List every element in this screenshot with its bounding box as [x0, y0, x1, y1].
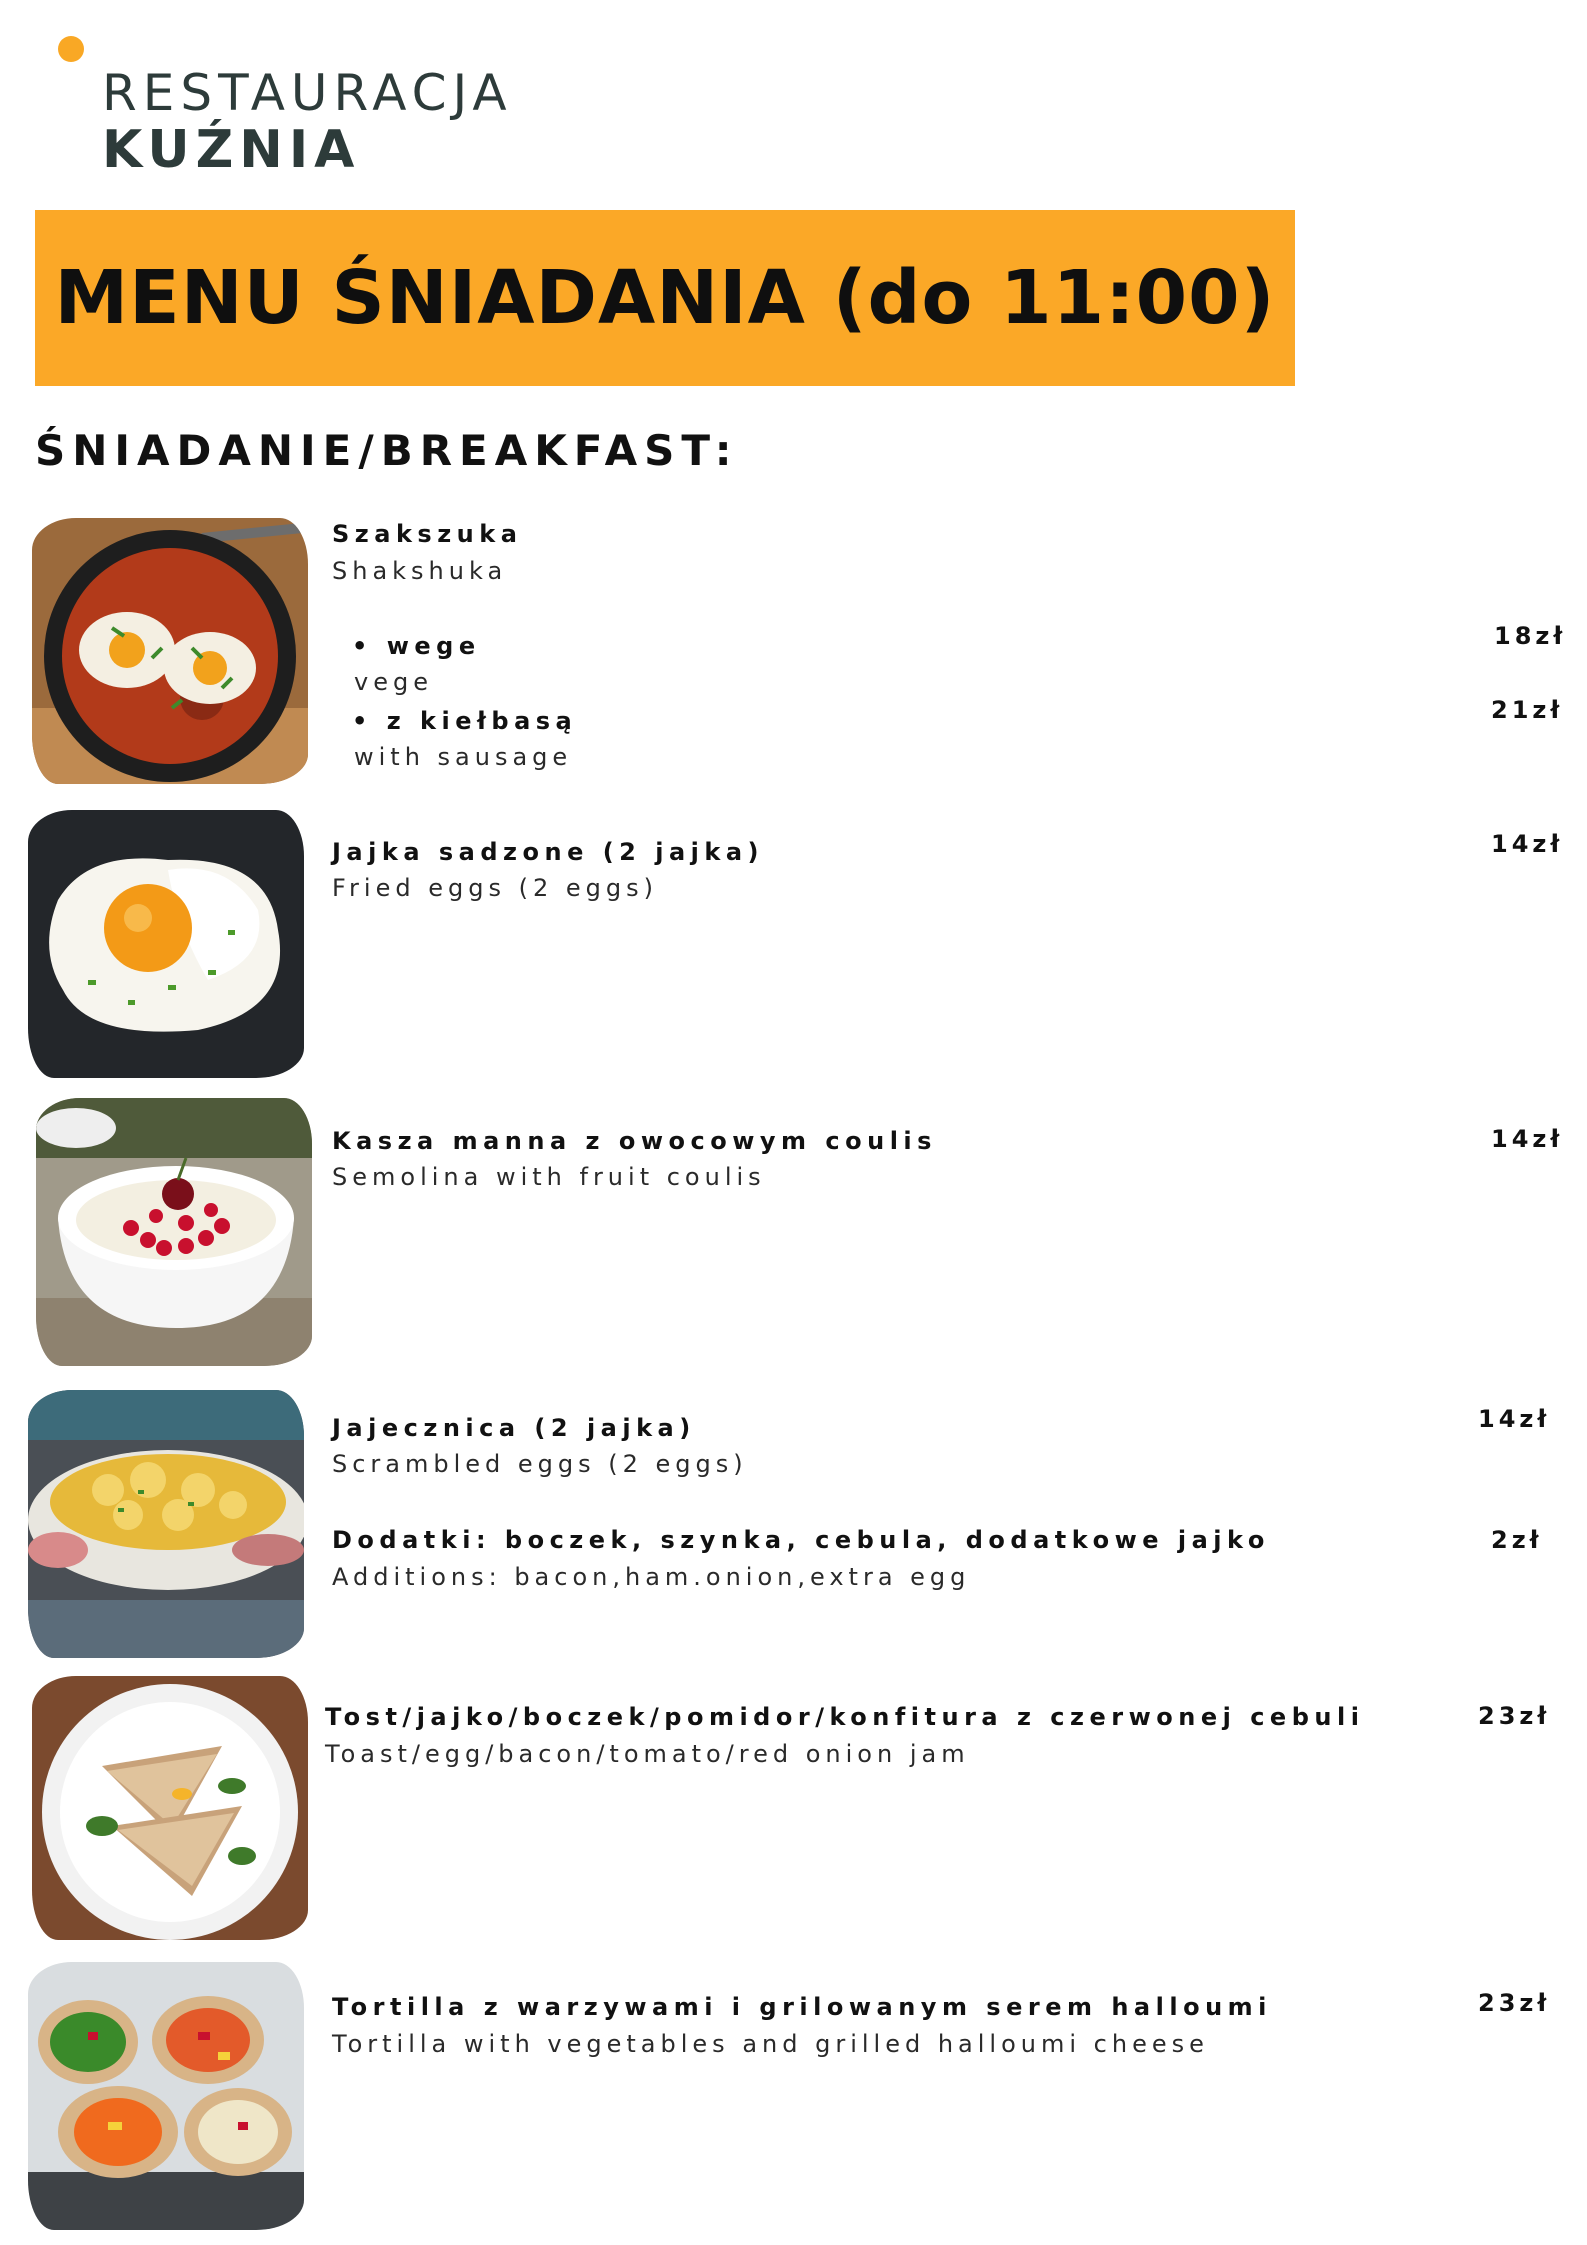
additions-price: 2zł — [1491, 1526, 1543, 1554]
fried-eggs-photo — [28, 810, 304, 1078]
item-price: 14zł — [1491, 1125, 1564, 1153]
item-name: Szakszuka — [332, 520, 523, 548]
item-subtitle: Semolina with fruit coulis — [332, 1163, 766, 1191]
option-name: • wege — [352, 632, 481, 660]
shakshuka-photo — [32, 518, 308, 784]
item-name: Jajecznica (2 jajka) — [332, 1414, 696, 1442]
option-subtitle: with sausage — [354, 743, 573, 771]
additions-subtitle: Additions: bacon,ham.onion,extra egg — [332, 1563, 971, 1591]
menu-title-banner — [35, 210, 1295, 386]
logo-dot — [58, 36, 84, 62]
brand-name-line1: RESTAURACJA — [102, 64, 513, 122]
item-price: 23zł — [1478, 1702, 1551, 1730]
item-price: 21zł — [1491, 696, 1564, 724]
item-subtitle: Shakshuka — [332, 557, 508, 585]
item-subtitle: Fried eggs (2 eggs) — [332, 874, 658, 902]
additions-name: Dodatki: boczek, szynka, cebula, dodatkowe jajko — [332, 1526, 1270, 1554]
menu-title: MENU ŚNIADANIA (do 11:00) — [54, 255, 1276, 341]
toast-sandwich-photo — [32, 1676, 308, 1940]
item-price: 23zł — [1478, 1989, 1551, 2017]
semolina-photo — [36, 1098, 312, 1366]
tortilla-wraps-photo — [28, 1962, 304, 2230]
item-name: Jajka sadzone (2 jajka) — [332, 838, 764, 866]
item-name: Tortilla z warzywami i grilowanym serem halloumi — [332, 1993, 1272, 2021]
item-subtitle: Tortilla with vegetables and grilled halloumi cheese — [332, 2030, 1209, 2058]
item-name: Kasza manna z owocowym coulis — [332, 1127, 937, 1155]
scrambled-eggs-photo — [28, 1390, 304, 1658]
item-subtitle: Toast/egg/bacon/tomato/red onion jam — [325, 1740, 970, 1768]
option-name: • z kiełbasą — [352, 707, 578, 735]
brand-name-line2: KUŹNIA — [102, 120, 361, 180]
item-subtitle: Scrambled eggs (2 eggs) — [332, 1450, 748, 1478]
item-price: 14zł — [1478, 1405, 1551, 1433]
section-title: ŚNIADANIE/BREAKFAST: — [35, 426, 739, 475]
option-subtitle: vege — [354, 668, 433, 696]
item-name: Tost/jajko/boczek/pomidor/konfitura z czerwonej cebuli — [325, 1703, 1365, 1731]
item-price: 18zł — [1494, 622, 1567, 650]
item-price: 14zł — [1491, 830, 1564, 858]
